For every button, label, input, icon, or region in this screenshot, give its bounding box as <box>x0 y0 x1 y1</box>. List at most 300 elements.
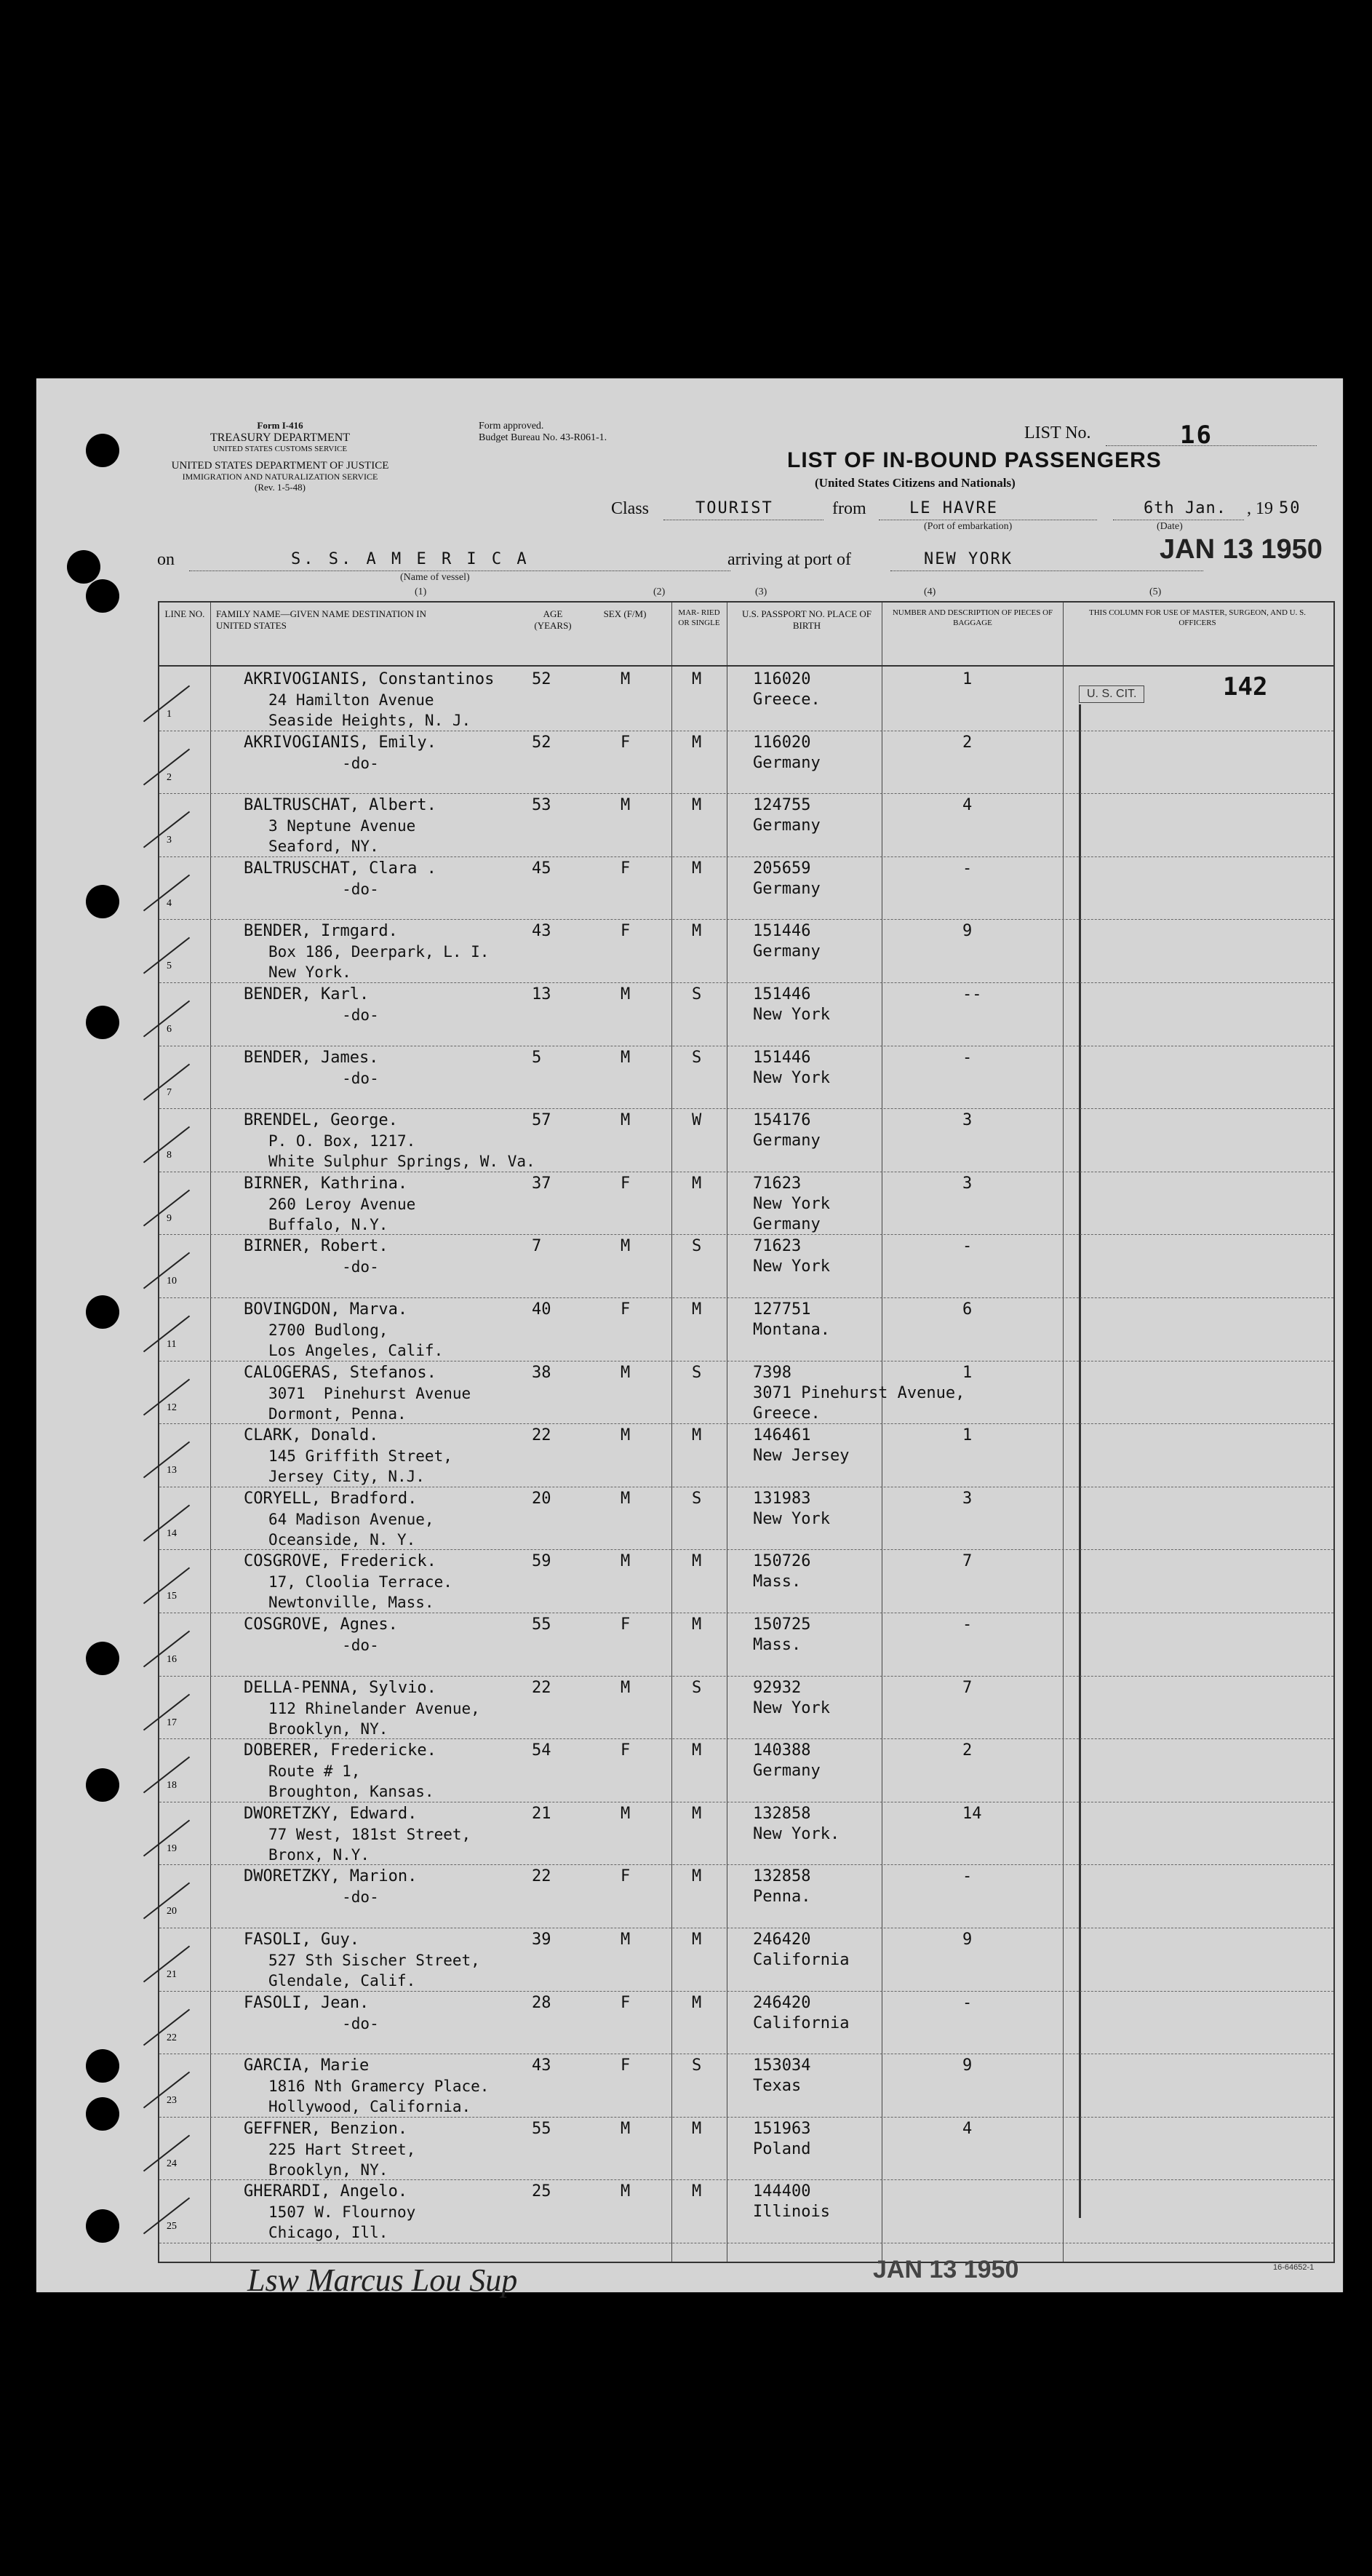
baggage-count: 9 <box>962 2056 973 2075</box>
table-row <box>159 794 1333 857</box>
passenger-age: 22 <box>532 1426 551 1445</box>
form-subtitle: (United States Citizens and Nationals) <box>815 476 1016 490</box>
place-of-birth: Montana. <box>753 1321 830 1339</box>
date-value: 6th Jan. <box>1144 499 1227 517</box>
passenger-marital: M <box>692 1741 702 1760</box>
place-of-birth: Mass. <box>753 1573 802 1591</box>
passport-number: 151446 <box>753 922 811 941</box>
passport-number: 153034 <box>753 2056 811 2075</box>
passenger-name: BRENDEL, George. <box>244 1111 398 1130</box>
passenger-sex: M <box>621 1111 631 1130</box>
passenger-age: 53 <box>532 796 551 815</box>
table-row <box>159 1550 1333 1613</box>
passenger-age: 39 <box>532 1931 551 1949</box>
place-of-birth: Poland <box>753 2139 811 2158</box>
passenger-marital: M <box>692 2119 702 2138</box>
passenger-marital: S <box>692 1363 702 1382</box>
table-row <box>159 1424 1333 1487</box>
date-stamp-bottom: JAN 13 1950 <box>873 2256 1019 2283</box>
manifest-sheet <box>36 378 1343 2298</box>
passenger-sex: M <box>621 1804 631 1823</box>
baggage-count: 2 <box>962 733 973 752</box>
from-label: from <box>832 499 866 518</box>
baggage-count: - <box>962 1048 973 1067</box>
passenger-marital: M <box>692 1174 702 1193</box>
treasury-dept: TREASURY DEPARTMENT <box>210 431 351 444</box>
header-rule <box>159 665 1333 667</box>
passenger-address: 112 Rhinelander Avenue, Brooklyn, NY. <box>268 1699 480 1738</box>
header-baggage: NUMBER AND DESCRIPTION OF PIECES OF BAGGAGE <box>892 608 1053 627</box>
place-of-birth: Illinois <box>753 2203 830 2222</box>
col-num-2: (2) <box>653 587 666 597</box>
form-approval <box>479 421 607 444</box>
binder-hole <box>86 1768 119 1802</box>
passenger-name: AKRIVOGIANIS, Constantinos <box>244 670 495 688</box>
passenger-name: CALOGERAS, Stefanos. <box>244 1363 436 1382</box>
table-row <box>159 668 1333 731</box>
passenger-sex: F <box>621 733 631 752</box>
passenger-address: 3 Neptune Avenue Seaford, NY. <box>268 817 416 856</box>
place-of-birth: Germany <box>753 879 821 898</box>
passenger-age: 40 <box>532 1300 551 1319</box>
passenger-age: 45 <box>532 859 551 878</box>
passenger-age: 22 <box>532 1678 551 1697</box>
passenger-sex: M <box>621 1237 631 1256</box>
line-number: 14 <box>167 1527 177 1539</box>
place-of-birth: 3071 Pinehurst Avenue, Greece. <box>753 1383 965 1423</box>
line-number: 10 <box>167 1276 177 1287</box>
baggage-count: - <box>962 1867 973 1886</box>
class-label: Class <box>611 499 650 518</box>
passenger-name: BIRNER, Robert. <box>244 1237 388 1256</box>
table-row <box>159 1109 1333 1172</box>
passport-number: 131983 <box>753 1489 811 1508</box>
passenger-address: Route # 1, Broughton, Kansas. <box>268 1762 434 1801</box>
col-num-4: (4) <box>924 587 936 597</box>
line-number: 1 <box>167 709 172 720</box>
table-row <box>159 920 1333 983</box>
baggage-count: 14 <box>962 1804 982 1823</box>
binder-hole <box>67 550 100 584</box>
passenger-name: BENDER, Karl. <box>244 985 370 1003</box>
form-header-left <box>131 421 429 493</box>
passenger-marital: S <box>692 1489 702 1508</box>
passenger-marital: W <box>692 1111 702 1130</box>
passenger-marital: M <box>692 1615 702 1634</box>
passenger-table <box>158 601 1335 2263</box>
passenger-age: 28 <box>532 1993 551 2012</box>
baggage-count: - <box>962 1237 973 1256</box>
line-number: 16 <box>167 1654 177 1665</box>
baggage-count: - <box>962 859 973 878</box>
passenger-address: -do- <box>268 880 379 898</box>
passenger-age: 20 <box>532 1489 551 1508</box>
table-row <box>159 857 1333 921</box>
passenger-address: -do- <box>268 1888 379 1907</box>
baggage-count: 9 <box>962 1931 973 1949</box>
passenger-name: GHERARDI, Angelo. <box>244 2182 408 2201</box>
table-row <box>159 983 1333 1046</box>
baggage-count: - <box>962 1993 973 2012</box>
line-number: 4 <box>167 897 172 909</box>
place-of-birth: Mass. <box>753 1636 802 1654</box>
passenger-age: 52 <box>532 670 551 688</box>
binder-hole <box>86 885 119 918</box>
place-of-birth: New York <box>753 1257 830 1276</box>
passenger-sex: F <box>621 1300 631 1319</box>
passenger-address: -do- <box>268 2014 379 2032</box>
passenger-marital: S <box>692 2056 702 2075</box>
date-caption: (Date) <box>1157 521 1183 532</box>
passenger-address: 24 Hamilton Avenue Seaside Heights, N. J. <box>268 691 471 729</box>
passenger-address: 260 Leroy Avenue Buffalo, N.Y. <box>268 1195 416 1233</box>
passenger-marital: M <box>692 2182 702 2201</box>
passenger-marital: M <box>692 670 702 688</box>
date-stamp-header: JAN 13 1950 <box>1160 534 1323 565</box>
binder-hole <box>86 579 119 613</box>
baggage-count: 3 <box>962 1111 973 1130</box>
line-number: 11 <box>167 1339 177 1350</box>
passenger-marital: M <box>692 922 702 941</box>
table-row <box>159 2180 1333 2243</box>
header-married: MAR- RIED OR SINGLE <box>678 608 720 627</box>
passenger-marital: M <box>692 796 702 815</box>
passport-number: 246420 <box>753 1931 811 1949</box>
place-of-birth: California <box>753 1951 850 1969</box>
passenger-age: 38 <box>532 1363 551 1382</box>
place-of-birth: New York <box>753 1068 830 1087</box>
line-number: 9 <box>167 1212 172 1224</box>
passenger-age: 52 <box>532 733 551 752</box>
class-value: TOURIST <box>695 499 773 517</box>
list-no-label: LIST No. <box>1024 424 1091 442</box>
passport-number: 151963 <box>753 2119 811 2138</box>
baggage-count: 1 <box>962 1426 973 1445</box>
table-row <box>159 1172 1333 1236</box>
table-row <box>159 731 1333 795</box>
passenger-sex: F <box>621 1615 631 1634</box>
passenger-name: CORYELL, Bradford. <box>244 1489 418 1508</box>
binder-hole <box>86 2049 119 2083</box>
place-of-birth: Texas <box>753 2077 802 2096</box>
passenger-name: DELLA-PENNA, Sylvio. <box>244 1678 436 1697</box>
passenger-address: -do- <box>268 1258 379 1276</box>
passenger-marital: M <box>692 1931 702 1949</box>
passport-number: 146461 <box>753 1426 811 1445</box>
passenger-age: 57 <box>532 1111 551 1130</box>
passenger-age: 43 <box>532 922 551 941</box>
baggage-count: 4 <box>962 796 973 815</box>
passenger-sex: F <box>621 2056 631 2075</box>
line-number: 23 <box>167 2095 177 2107</box>
passenger-name: COSGROVE, Agnes. <box>244 1615 398 1634</box>
header-officers: THIS COLUMN FOR USE OF MASTER, SURGEON, AND U. S. OFFICERS <box>1089 608 1306 627</box>
port-caption: (Port of embarkation) <box>924 521 1013 532</box>
passenger-address: 225 Hart Street, Brooklyn, NY. <box>268 2140 416 2179</box>
passenger-name: BENDER, James. <box>244 1048 379 1067</box>
table-row <box>159 1992 1333 2055</box>
passenger-sex: M <box>621 670 631 688</box>
col-num-1: (1) <box>415 587 427 597</box>
passport-number: 246420 <box>753 1993 811 2012</box>
justice-dept: UNITED STATES DEPARTMENT OF JUSTICE <box>171 459 389 472</box>
passenger-name: COSGROVE, Frederick. <box>244 1552 436 1571</box>
passenger-sex: F <box>621 859 631 878</box>
baggage-count: 3 <box>962 1489 973 1508</box>
baggage-count: 9 <box>962 922 973 941</box>
place-of-birth: New Jersey <box>753 1447 850 1466</box>
passenger-marital: M <box>692 1867 702 1886</box>
baggage-count: 1 <box>962 1363 973 1382</box>
place-of-birth: New York <box>753 1698 830 1717</box>
table-row <box>159 1802 1333 1866</box>
passenger-sex: M <box>621 1363 631 1382</box>
place-of-birth: Germany <box>753 1762 821 1781</box>
passenger-age: 59 <box>532 1552 551 1571</box>
passport-number: 150726 <box>753 1552 811 1571</box>
place-of-birth: New York <box>753 1509 830 1528</box>
passenger-address: 2700 Budlong, Los Angeles, Calif. <box>268 1321 444 1359</box>
passenger-address: P. O. Box, 1217. White Sulphur Springs, W. Va. <box>268 1132 535 1171</box>
passenger-address: Box 186, Deerpark, L. I. New York. <box>268 943 490 982</box>
passenger-sex: F <box>621 1174 631 1193</box>
passport-number: 127751 <box>753 1300 811 1319</box>
passenger-name: BIRNER, Kathrina. <box>244 1174 408 1193</box>
table-row <box>159 1298 1333 1361</box>
header-sex: SEX (F/M) <box>603 608 647 619</box>
table-row <box>159 1046 1333 1110</box>
passport-number: 71623 <box>753 1174 802 1193</box>
passenger-marital: M <box>692 859 702 878</box>
passenger-age: 37 <box>532 1174 551 1193</box>
passenger-address: 1816 Nth Gramercy Place. Hollywood, California. <box>268 2078 490 2116</box>
usc-stamp: U. S. CIT. <box>1079 685 1144 703</box>
passenger-age: 7 <box>532 1237 542 1256</box>
passenger-age: 22 <box>532 1867 551 1886</box>
vessel-name: S. S. A M E R I C A <box>291 550 530 568</box>
baggage-count: 7 <box>962 1552 973 1571</box>
passenger-address: 145 Griffith Street, Jersey City, N.J. <box>268 1447 452 1486</box>
passenger-marital: M <box>692 1426 702 1445</box>
customs-service: UNITED STATES CUSTOMS SERVICE <box>212 445 348 454</box>
passenger-address: -do- <box>268 1006 379 1024</box>
passenger-name: DWORETZKY, Edward. <box>244 1804 418 1823</box>
passenger-address: 1507 W. Flournoy Chicago, Ill. <box>268 2203 416 2242</box>
col-num-3: (3) <box>755 587 767 597</box>
table-row <box>159 1235 1333 1298</box>
passenger-sex: M <box>621 1048 631 1067</box>
passenger-name: BALTRUSCHAT, Clara . <box>244 859 436 878</box>
passenger-address: -do- <box>268 754 379 772</box>
passenger-sex: M <box>621 1931 631 1949</box>
baggage-count: -- <box>962 985 982 1003</box>
passport-number: 116020 <box>753 670 811 688</box>
passenger-marital: M <box>692 1804 702 1823</box>
passport-number: 154176 <box>753 1111 811 1130</box>
header-passport: U.S. PASSPORT NO. PLACE OF BIRTH <box>741 608 872 632</box>
year-prefix: , 19 <box>1247 499 1273 518</box>
passport-number: 132858 <box>753 1867 811 1886</box>
line-number: 12 <box>167 1402 177 1413</box>
line-number: 17 <box>167 1717 177 1728</box>
passenger-sex: F <box>621 922 631 941</box>
passenger-name: DWORETZKY, Marion. <box>244 1867 418 1886</box>
form-number: Form I-416 <box>257 420 303 431</box>
binder-hole <box>86 2209 119 2243</box>
passenger-name: GEFFNER, Benzion. <box>244 2119 408 2138</box>
budget-text: Budget Bureau No. 43-R061-1. <box>479 432 607 444</box>
binder-hole <box>86 1642 119 1675</box>
binder-hole <box>86 2097 119 2131</box>
line-number: 7 <box>167 1086 172 1098</box>
line-number: 6 <box>167 1024 172 1035</box>
passenger-age: 55 <box>532 2119 551 2138</box>
table-row <box>159 2054 1333 2118</box>
binder-hole <box>86 1006 119 1039</box>
year-value: 50 <box>1279 499 1301 517</box>
baggage-count: 6 <box>962 1300 973 1319</box>
place-of-birth: Germany <box>753 942 821 961</box>
passenger-sex: M <box>621 796 631 815</box>
header-age: AGE (YEARS) <box>534 608 572 632</box>
passenger-name: BENDER, Irmgard. <box>244 922 398 941</box>
passport-number: 92932 <box>753 1678 802 1697</box>
passenger-name: DOBERER, Fredericke. <box>244 1741 436 1760</box>
header-line-no: LINE NO. <box>164 608 205 619</box>
on-label: on <box>157 550 175 569</box>
place-of-birth: New York. <box>753 1824 840 1843</box>
passenger-address: 3071 Pinehurst Avenue Dormont, Penna. <box>268 1384 471 1423</box>
footer-code: 16-64652-1 <box>1273 2263 1315 2272</box>
line-number: 22 <box>167 2032 177 2043</box>
ins-service: IMMIGRATION AND NATURALIZATION SERVICE <box>182 472 378 482</box>
passenger-address: -do- <box>268 1069 379 1087</box>
passenger-sex: F <box>621 1741 631 1760</box>
passenger-marital: S <box>692 1048 702 1067</box>
passenger-marital: M <box>692 1993 702 2012</box>
passenger-sex: M <box>621 2119 631 2138</box>
passenger-sex: F <box>621 1993 631 2012</box>
passport-number: 205659 <box>753 859 811 878</box>
line-number: 8 <box>167 1150 172 1161</box>
from-value: LE HAVRE <box>909 499 998 517</box>
binder-hole <box>86 1295 119 1329</box>
passenger-age: 5 <box>532 1048 542 1067</box>
place-of-birth: New York Germany <box>753 1194 830 1233</box>
passenger-sex: M <box>621 2182 631 2201</box>
place-of-birth: California <box>753 2014 850 2032</box>
line-number: 19 <box>167 1842 177 1854</box>
baggage-count: 4 <box>962 2119 973 2138</box>
passport-number: 71623 <box>753 1237 802 1256</box>
baggage-count: 2 <box>962 1741 973 1760</box>
header-name: FAMILY NAME—GIVEN NAME DESTINATION IN UNITED STATES <box>216 608 427 632</box>
passenger-sex: M <box>621 1426 631 1445</box>
table-row <box>159 1739 1333 1802</box>
baggage-count: 3 <box>962 1174 973 1193</box>
signature: Lsw Marcus Lou Sup <box>247 2262 518 2298</box>
table-row <box>159 1677 1333 1740</box>
col-num-5: (5) <box>1149 587 1162 597</box>
passenger-marital: M <box>692 733 702 752</box>
table-row <box>159 1613 1333 1677</box>
arrival-port: NEW YORK <box>924 550 1013 568</box>
line-number: 21 <box>167 1969 177 1980</box>
approved-text: Form approved. <box>479 421 544 432</box>
passenger-name: BOVINGDON, Marva. <box>244 1300 408 1319</box>
passenger-name: FASOLI, Jean. <box>244 1993 370 2012</box>
baggage-count: - <box>962 1615 973 1634</box>
passenger-address: -do- <box>268 1637 379 1654</box>
passenger-address: 527 Sth Sischer Street, Glendale, Calif. <box>268 1952 480 1989</box>
table-row <box>159 1487 1333 1551</box>
passport-number: 116020 <box>753 733 811 752</box>
passenger-address: 77 West, 181st Street, Bronx, N.Y. <box>268 1825 471 1864</box>
line-number: 18 <box>167 1780 177 1792</box>
passport-number: 144400 <box>753 2182 811 2201</box>
passenger-sex: M <box>621 985 631 1003</box>
line-number: 24 <box>167 2158 177 2169</box>
place-of-birth: Penna. <box>753 1888 811 1907</box>
place-of-birth: Greece. <box>753 691 821 709</box>
passenger-marital: M <box>692 1552 702 1571</box>
binder-hole <box>86 434 119 467</box>
line-number: 2 <box>167 771 172 783</box>
passenger-sex: F <box>621 1867 631 1886</box>
place-of-birth: Germany <box>753 753 821 772</box>
passenger-age: 43 <box>532 2056 551 2075</box>
passenger-address: 17, Cloolia Terrace. Newtonville, Mass. <box>268 1573 452 1612</box>
passenger-age: 21 <box>532 1804 551 1823</box>
passenger-age: 55 <box>532 1615 551 1634</box>
line-number: 3 <box>167 835 172 846</box>
passenger-address: 64 Madison Avenue, Oceanside, N. Y. <box>268 1510 434 1549</box>
passenger-sex: M <box>621 1678 631 1697</box>
line-number: 13 <box>167 1465 177 1476</box>
list-no-value: 16 <box>1180 421 1213 450</box>
passenger-name: AKRIVOGIANIS, Emily. <box>244 733 436 752</box>
line-number: 20 <box>167 1906 177 1917</box>
passport-number: 151446 <box>753 1048 811 1067</box>
place-of-birth: Germany <box>753 1132 821 1150</box>
passport-number: 151446 <box>753 985 811 1003</box>
arriving-label: arriving at port of <box>727 550 851 569</box>
passenger-sex: M <box>621 1552 631 1571</box>
line-number: 15 <box>167 1591 177 1602</box>
line-number: 5 <box>167 961 172 972</box>
passenger-marital: S <box>692 985 702 1003</box>
line-number: 25 <box>167 2221 177 2233</box>
table-row <box>159 1865 1333 1928</box>
passenger-marital: M <box>692 1300 702 1319</box>
passport-number: 132858 <box>753 1804 811 1823</box>
passenger-age: 54 <box>532 1741 551 1760</box>
vessel-caption: (Name of vessel) <box>400 572 470 583</box>
table-row <box>159 1361 1333 1425</box>
passport-number: 150725 <box>753 1615 811 1634</box>
baggage-count: 1 <box>962 670 973 688</box>
passport-number: 124755 <box>753 796 811 815</box>
revision: (Rev. 1-5-48) <box>255 482 306 493</box>
passenger-age: 13 <box>532 985 551 1003</box>
officer-number: 142 <box>1223 672 1268 701</box>
table-row <box>159 1928 1333 1992</box>
passenger-age: 25 <box>532 2182 551 2201</box>
table-row <box>159 2118 1333 2181</box>
place-of-birth: New York <box>753 1006 830 1024</box>
baggage-count: 7 <box>962 1678 973 1697</box>
passport-number: 140388 <box>753 1741 811 1760</box>
